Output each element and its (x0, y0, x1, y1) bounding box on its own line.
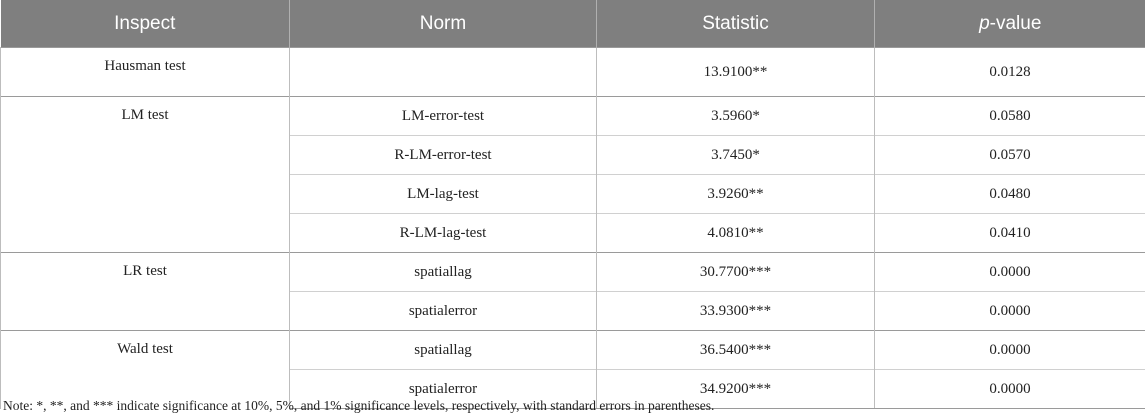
statistic-cell: 34.9200*** (597, 370, 875, 409)
statistic-cell: 36.5400*** (597, 331, 875, 370)
table-header (1, 0, 1145, 48)
statistic-cell: 3.5960* (597, 97, 875, 136)
norm-cell: R-LM-error-test (290, 136, 597, 175)
header-statistic: Statistic (597, 0, 875, 48)
header-pvalue (875, 0, 1145, 48)
table-row (1, 48, 1145, 97)
norm-cell: LM-lag-test (290, 175, 597, 214)
pvalue-cell: 0.0580 (875, 97, 1145, 136)
pvalue-cell: 0.0410 (875, 214, 1145, 253)
row-label-lr: LR test (1, 253, 290, 331)
statistic-cell: 3.9260** (597, 175, 875, 214)
table-row (1, 253, 1145, 292)
norm-cell (290, 48, 597, 97)
header-pvalue-rest: -value (989, 12, 1042, 34)
row-label-hausman: Hausman test (1, 48, 290, 97)
header-pvalue-italic: p (979, 12, 990, 34)
norm-cell: R-LM-lag-test (290, 214, 597, 253)
pvalue-cell: 0.0570 (875, 136, 1145, 175)
table-body (1, 48, 1145, 409)
statistic-cell: 30.7700*** (597, 253, 875, 292)
pvalue-cell: 0.0000 (875, 292, 1145, 331)
norm-cell: spatiallag (290, 331, 597, 370)
row-label-lm: LM test (1, 97, 290, 253)
header-inspect: Inspect (1, 0, 290, 48)
statistic-cell: 3.7450* (597, 136, 875, 175)
table-row (1, 331, 1145, 370)
pvalue-cell: 0.0128 (875, 48, 1145, 97)
norm-cell: LM-error-test (290, 97, 597, 136)
norm-cell: spatiallag (290, 253, 597, 292)
table-row (1, 97, 1145, 136)
header-row (1, 0, 1145, 48)
pvalue-cell: 0.0000 (875, 370, 1145, 409)
pvalue-cell: 0.0000 (875, 331, 1145, 370)
statistic-cell: 13.9100** (597, 48, 875, 97)
table-footnote: Note: *, **, and *** indicate significance at 10%, 5%, and 1% significance levels, respectively, with standard errors in parentheses. (3, 398, 715, 413)
pvalue-cell: 0.0000 (875, 253, 1145, 292)
norm-cell: spatialerror (290, 292, 597, 331)
statistic-cell: 4.0810** (597, 214, 875, 253)
pvalue-cell: 0.0480 (875, 175, 1145, 214)
header-norm: Norm (290, 0, 597, 48)
norm-cell: spatialerror (290, 370, 597, 409)
statistic-cell: 33.9300*** (597, 292, 875, 331)
row-label-wald: Wald test (1, 331, 290, 409)
